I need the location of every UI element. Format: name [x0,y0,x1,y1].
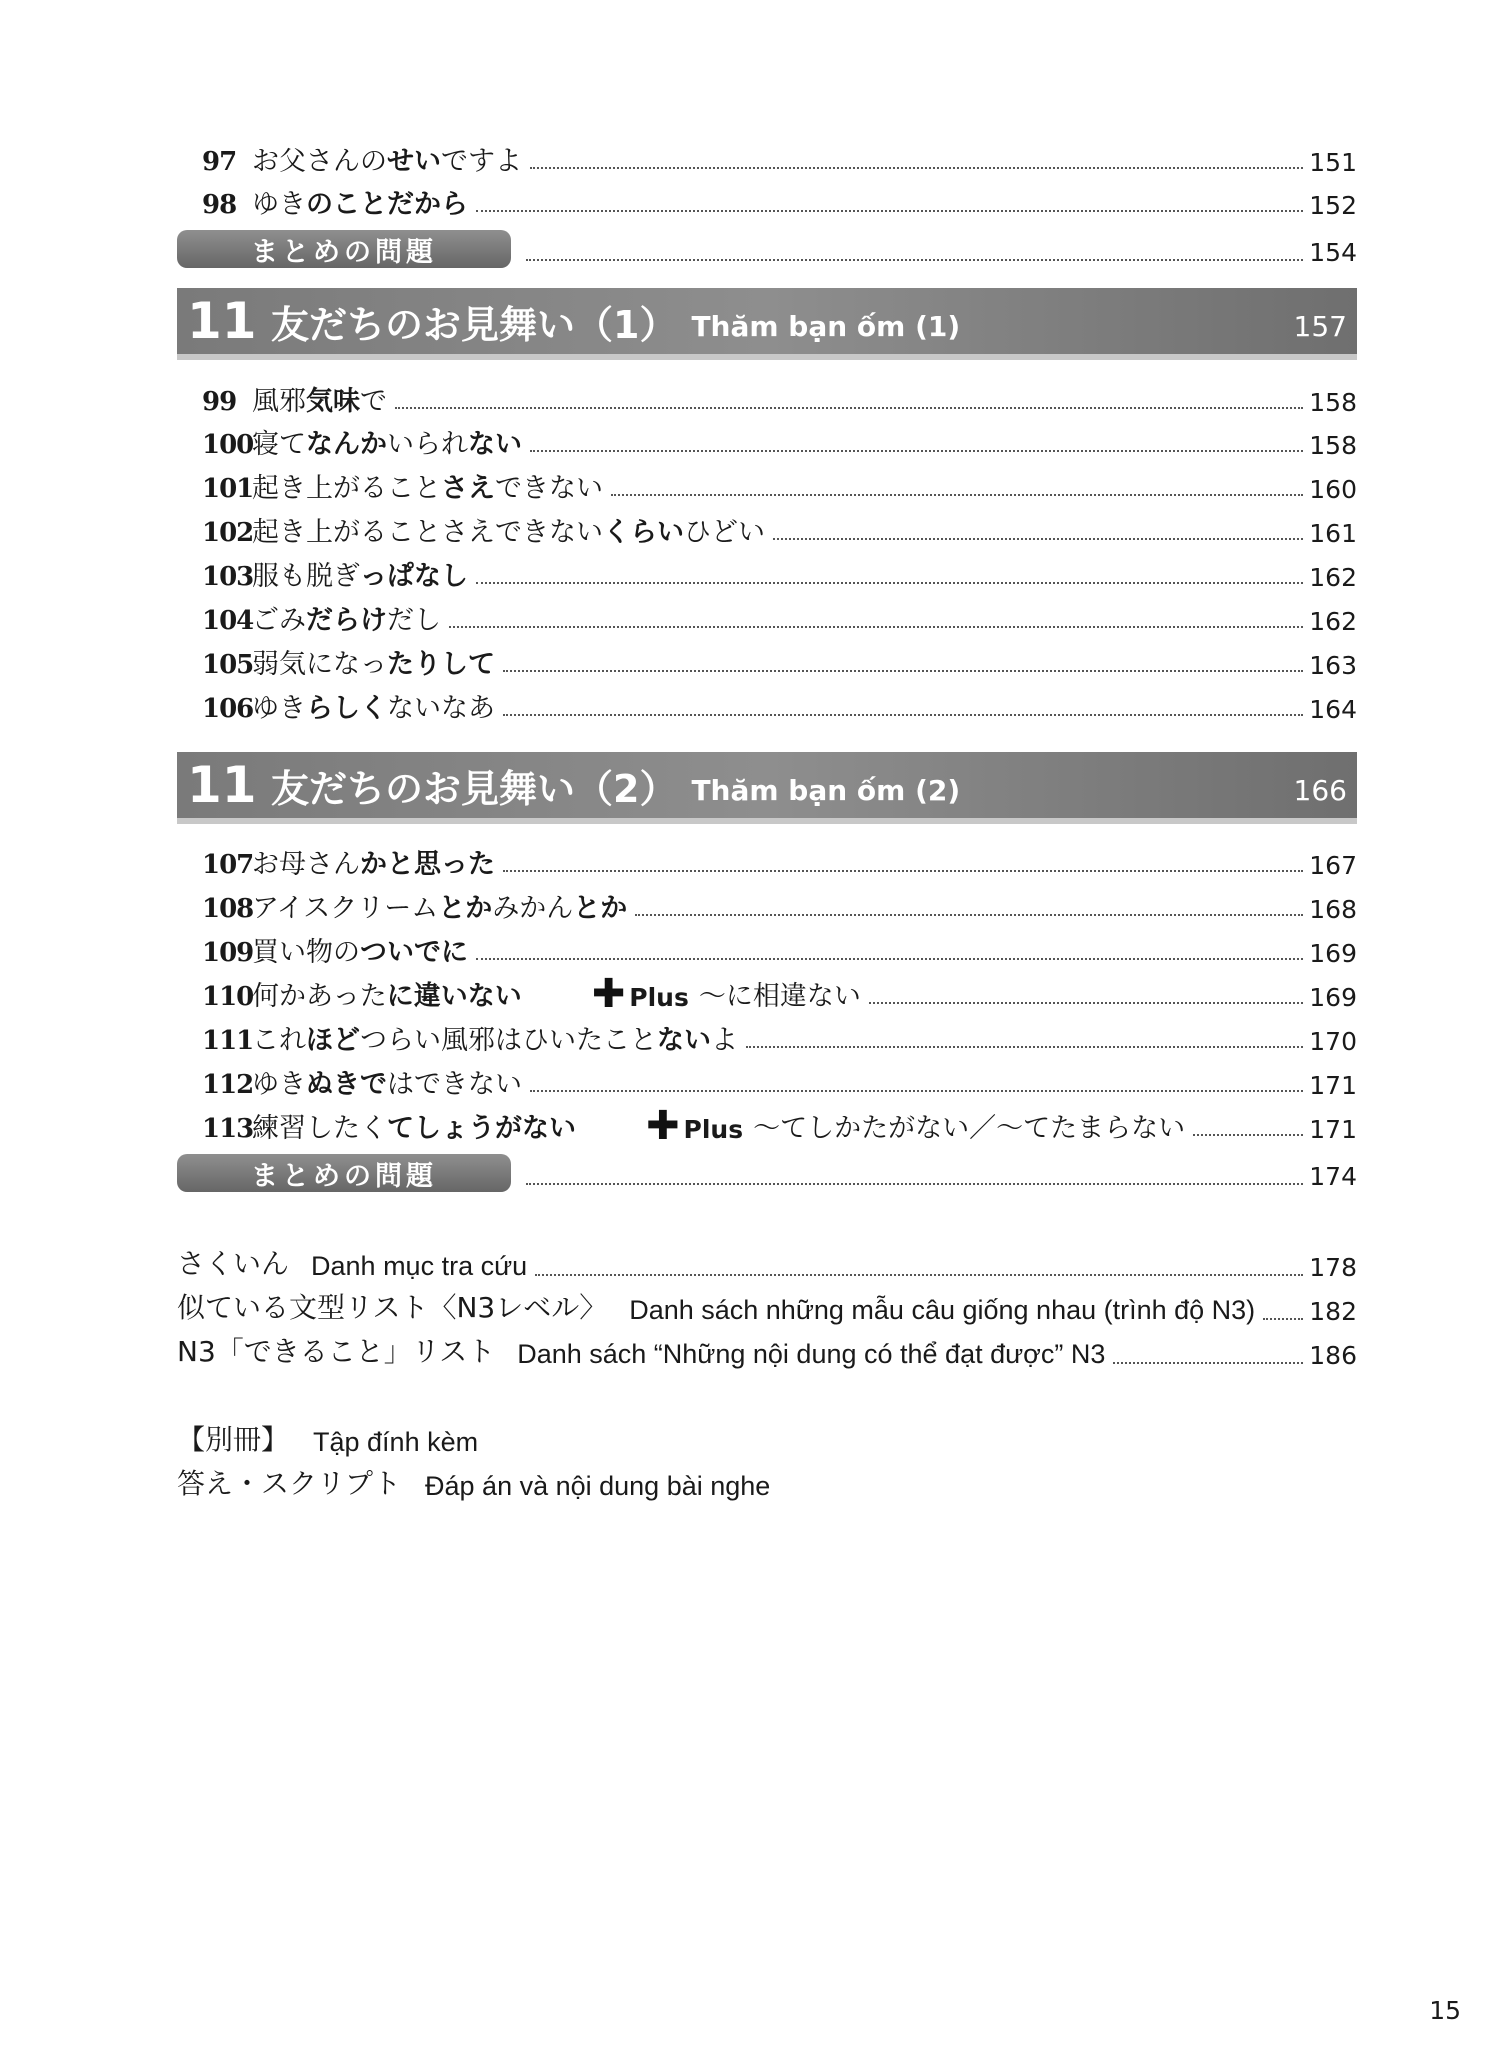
answers-title: 答え・スクリプト [177,1467,402,1500]
entry-page: 158 [1309,388,1357,417]
toc-entry[interactable] [202,638,1357,678]
unit-title: 友だちのお見舞い（2） [271,766,678,811]
unit-subtitle: Thăm bạn ốm (1) [691,309,961,343]
plus-icon: ✚ [591,971,626,1017]
dot-leader [526,259,1303,261]
entry-page: 171 [1309,1071,1357,1100]
dot-leader [503,714,1303,716]
entry-number: 103 [202,562,254,592]
toc-entry[interactable] [202,682,1357,722]
toc-entry[interactable] [202,594,1357,634]
summary-badge[interactable]: まとめの問題 [177,1154,511,1192]
toc-entry[interactable] [202,926,1357,966]
dot-leader [503,670,1303,672]
appendix-entry[interactable] [177,1242,1357,1282]
entry-title: 起き上がることさえできないくらいひどい [252,517,765,548]
entry-page: 152 [1309,191,1357,220]
entry-page: 178 [1309,1253,1357,1282]
dot-leader [1193,1134,1303,1136]
dot-leader [535,1274,1303,1276]
toc-entry[interactable] [202,506,1357,546]
unit-banner[interactable] [177,752,1357,824]
dot-leader [526,1183,1303,1185]
entry-number: 100 [202,430,254,460]
toc-entry[interactable] [202,1014,1357,1054]
entry-page: 186 [1309,1341,1357,1370]
plus-icon: ✚ [646,1103,680,1149]
appendix-entry[interactable] [177,1286,1357,1326]
entry-title: 起き上がることさえできない [252,473,603,504]
dot-leader [611,494,1303,496]
entry-title: ごみだらけだし [252,605,441,636]
toc-entry[interactable] [202,135,1357,175]
entry-page: 170 [1309,1027,1357,1056]
entry-page: 154 [1309,238,1357,267]
entry-title: 買い物のついでに [252,937,468,968]
unit-page: 166 [1293,773,1347,807]
entry-number: 112 [202,1070,254,1100]
entry-page: 160 [1309,475,1357,504]
unit-number: 11 [187,756,257,814]
entry-page: 161 [1309,519,1357,548]
entry-title: これほどつらい風邪はひいたことないよ [252,1025,738,1056]
entry-title: お父さんのせいですよ [252,146,522,177]
appendix-subtitle: Danh sách “Những nội dung có thể đạt được” N3 [517,1339,1106,1369]
entry-page: 169 [1309,983,1357,1012]
appendix-title: N3「できること」リスト [177,1335,496,1368]
appendix-subtitle: Danh mục tra cứu [311,1251,528,1281]
entry-number: 102 [202,518,254,548]
answers-subtitle: Đáp án và nội dung bài nghe [425,1471,771,1501]
dot-leader [503,870,1303,872]
dot-leader [530,167,1303,169]
entry-title: 服も脱ぎっぱなし [252,561,468,592]
entry-number: 104 [202,606,254,636]
entry-page: 163 [1309,651,1357,680]
summary-entry[interactable] [518,1151,1357,1191]
toc-entry[interactable] [202,375,1357,415]
entry-number: 99 [202,387,237,417]
dot-leader [530,1090,1303,1092]
entry-number: 109 [202,938,254,968]
entry-title: 練習したくてしょうがない [252,1113,576,1144]
toc-entry[interactable] [202,882,1357,922]
dot-leader [1113,1362,1303,1364]
dot-leader [476,582,1303,584]
dot-leader [530,450,1303,452]
entry-title: 弱気になったりして [252,649,495,680]
toc-entry[interactable] [202,1058,1357,1098]
dot-leader [476,958,1303,960]
summary-entry[interactable] [518,227,1357,267]
unit-subtitle: Thăm bạn ốm (2) [691,773,961,807]
entry-title: アイスクリームとかみかんとか [252,893,628,924]
entry-number: 97 [202,147,237,177]
entry-page: 162 [1309,607,1357,636]
appendix-subtitle: Danh sách những mẫu câu giống nhau (trình độ N3) [629,1295,1256,1325]
entry-page: 151 [1309,148,1357,177]
entry-number: 106 [202,694,254,724]
entry-page: 162 [1309,563,1357,592]
plus-label: Plus [629,983,689,1012]
entry-number: 108 [202,894,254,924]
entry-number: 101 [202,474,254,504]
toc-entry[interactable] [202,970,1357,1017]
dot-leader [1263,1318,1303,1320]
appendix-title: 似ている文型リスト〈N3レベル〉 [177,1291,608,1324]
toc-entry[interactable] [202,418,1357,458]
entry-number: 111 [202,1026,254,1056]
toc-entry[interactable] [202,550,1357,590]
entry-page: 164 [1309,695,1357,724]
unit-page: 157 [1293,309,1347,343]
toc-entry[interactable] [202,1102,1357,1149]
toc-entry[interactable] [202,462,1357,502]
entry-title: 風邪気味で [252,386,387,417]
entry-title: ゆきらしくないなあ [252,693,495,724]
dot-leader [773,538,1303,540]
toc-entry[interactable] [202,838,1357,878]
summary-badge[interactable]: まとめの問題 [177,230,511,268]
entry-page: 158 [1309,431,1357,460]
entry-title: 寝てなんかいられない [252,429,522,460]
entry-title: 何かあったに違いない [252,981,522,1012]
answers-line [177,1462,770,1502]
plus-note [522,971,861,1017]
entry-page: 169 [1309,939,1357,968]
supplement-title: 【別冊】 [177,1423,290,1456]
entry-title: お母さんかと思った [252,849,495,880]
entry-number: 105 [202,650,254,680]
dot-leader [869,1002,1303,1004]
appendix-entry[interactable] [177,1330,1357,1370]
plus-pattern: ～てしかたがない／～てたまらない [753,1113,1186,1144]
entry-title: ゆきぬきではできない [252,1069,522,1100]
supplement-subtitle: Tập đính kèm [313,1427,479,1457]
entry-page: 171 [1309,1115,1357,1144]
supplement-line [177,1418,478,1458]
entry-page: 182 [1309,1297,1357,1326]
entry-number: 107 [202,850,254,880]
dot-leader [746,1046,1303,1048]
entry-number: 110 [202,982,254,1012]
unit-title: 友だちのお見舞い（1） [271,302,678,347]
unit-number: 11 [187,292,257,350]
appendix-title: さくいん [177,1247,290,1280]
plus-note [576,1103,1186,1149]
unit-banner[interactable] [177,288,1357,360]
entry-number: 98 [202,190,237,220]
dot-leader [635,914,1303,916]
toc-entry[interactable] [202,178,1357,218]
entry-title: ゆきのことだから [252,189,468,220]
plus-pattern: ～に相違ない [698,981,861,1012]
dot-leader [395,407,1303,409]
dot-leader [476,210,1303,212]
dot-leader [449,626,1303,628]
entry-page: 168 [1309,895,1357,924]
entry-page: 167 [1309,851,1357,880]
entry-page: 174 [1309,1162,1357,1191]
entry-number: 113 [202,1114,254,1144]
page-number: 15 [1429,1996,1461,2025]
plus-label: Plus [683,1115,744,1144]
